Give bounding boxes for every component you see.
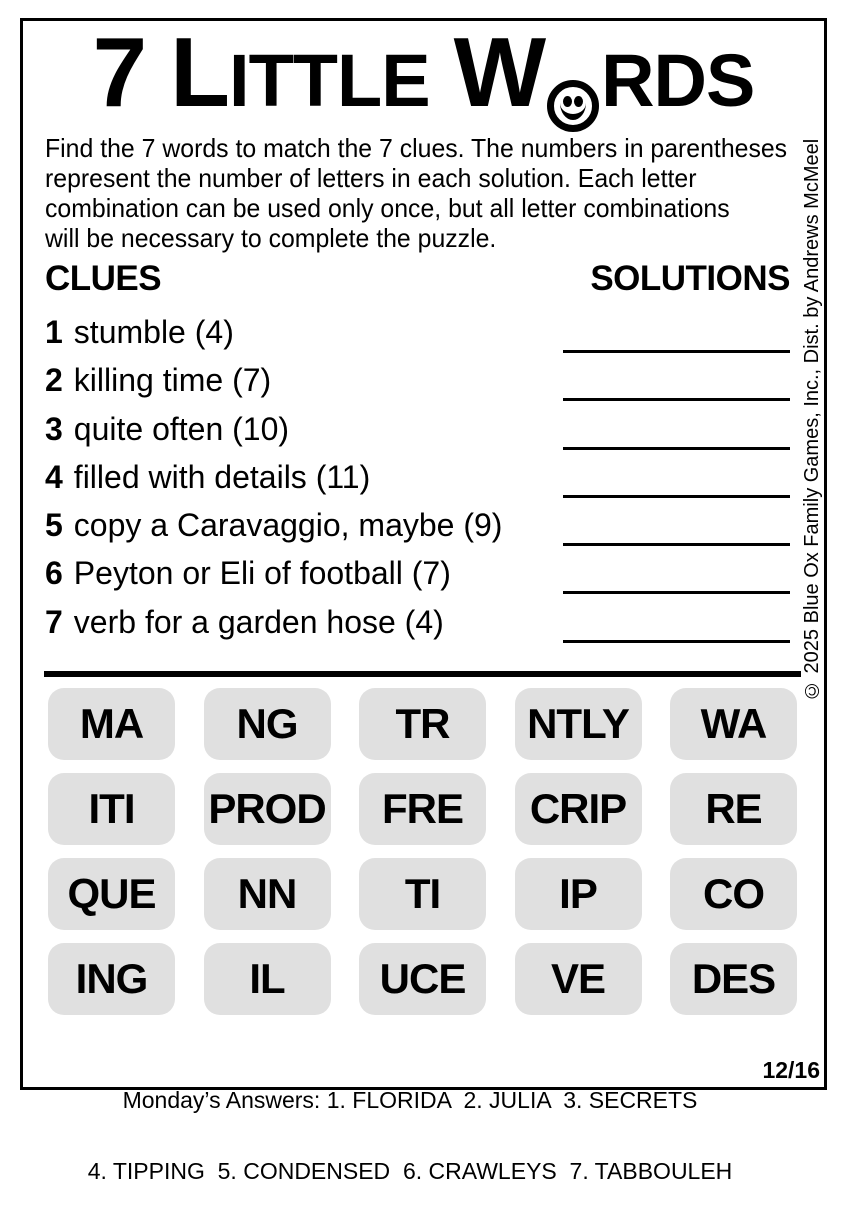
clue-list [45,313,790,651]
clue-row [45,458,790,506]
solution-line[interactable] [563,350,790,353]
solution-line[interactable] [563,495,790,498]
letter-tile[interactable]: MA [48,688,175,760]
letter-tile[interactable]: DES [670,943,797,1015]
solution-line[interactable] [563,591,790,594]
clue-text: quite often (10) [73,410,290,447]
clue-row [45,313,790,361]
clue-text: killing time (7) [73,362,272,399]
letter-tile[interactable]: WA [670,688,797,760]
letter-tile[interactable]: QUE [48,858,175,930]
instructions-line: combination can be used only once, but all letter combinations [45,193,730,223]
clue-row [45,506,790,554]
instructions-line: represent the number of letters in each solution. Each letter [45,163,697,193]
smiley-face-icon [547,80,599,132]
puzzle-frame [20,17,827,1184]
clue-number: 7 [45,603,63,640]
solution-line[interactable] [563,640,790,643]
letter-tile[interactable]: UCE [359,943,486,1015]
solutions-header: SOLUTIONS [590,259,790,298]
solution-line[interactable] [563,398,790,401]
title-words-rest: RDS [601,39,755,122]
clue-number: 1 [45,314,63,350]
clue-text: Peyton or Eli of football (7) [73,555,451,592]
clue-number: 4 [45,458,63,495]
solution-line[interactable] [563,543,790,546]
letter-tile[interactable]: PROD [204,773,331,845]
section-divider [44,671,801,677]
smiley-mouth [560,103,586,120]
title-words-initial: W [453,17,546,127]
clue-row [45,361,790,409]
column-headers [45,261,790,296]
previous-answers-line: 4. TIPPING 5. CONDENSED 6. CRAWLEYS 7. TABBOULEH [87,1157,733,1184]
letter-tile[interactable]: NG [204,688,331,760]
previous-answers-line: Monday’s Answers: 1. FLORIDA 2. JULIA 3. SECRETS [122,1087,698,1113]
letter-tile-grid [48,688,797,1015]
letter-tile[interactable]: CRIP [515,773,642,845]
solution-line[interactable] [563,447,790,450]
letter-tile[interactable]: ING [48,943,175,1015]
title-little-rest: ITTLE [229,39,430,122]
instructions [45,133,805,253]
title-little-initial: L [170,17,230,127]
letter-tile[interactable]: IP [515,858,642,930]
copyright-notice: © 2025 Blue Ox Family Games, Inc., Dist. by Andrews McMeel [801,138,823,701]
title-seven: 7 [92,17,147,127]
clues-header: CLUES [45,259,162,298]
letter-tile[interactable]: NTLY [515,688,642,760]
clue-number: 3 [45,410,63,447]
letter-tile[interactable]: NN [204,858,331,930]
clue-text: verb for a garden hose (4) [73,603,444,640]
page-title [23,17,824,127]
puzzle-date: 12/16 [762,1057,820,1083]
clue-text: filled with details (11) [73,458,371,495]
clue-number: 5 [45,507,63,544]
clue-number: 6 [45,555,63,592]
instructions-line: will be necessary to complete the puzzle. [45,223,497,253]
clue-row [45,554,790,602]
clue-number: 2 [45,362,63,399]
letter-tile[interactable]: IL [204,943,331,1015]
letter-tile[interactable]: TR [359,688,486,760]
clue-row [45,603,790,651]
instructions-line: Find the 7 words to match the 7 clues. The numbers in parentheses [45,133,788,163]
clue-text: copy a Caravaggio, maybe (9) [73,507,503,544]
clue-row [45,410,790,458]
previous-answers [40,1042,780,1230]
letter-tile[interactable]: FRE [359,773,486,845]
letter-tile[interactable]: TI [359,858,486,930]
letter-tile[interactable]: ITI [48,773,175,845]
letter-tile[interactable]: CO [670,858,797,930]
clue-text: stumble (4) [73,314,234,350]
letter-tile[interactable]: RE [670,773,797,845]
letter-tile[interactable]: VE [515,943,642,1015]
